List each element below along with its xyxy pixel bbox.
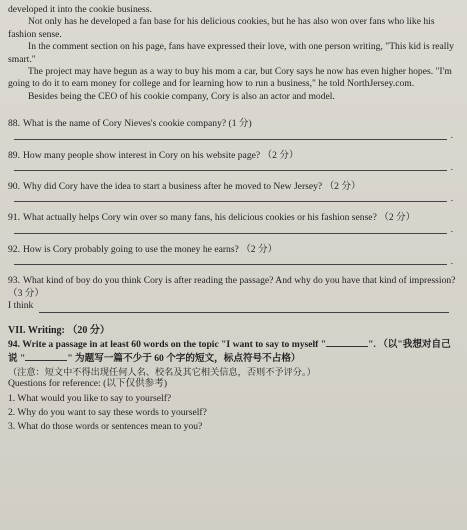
answer-line-92[interactable]: . bbox=[14, 256, 447, 265]
reference-list bbox=[8, 393, 457, 434]
question-89 bbox=[8, 150, 457, 162]
answer-line-89[interactable]: . bbox=[14, 162, 447, 171]
question-text: How is Cory probably going to use the money he earns? （2 分） bbox=[23, 243, 278, 255]
question-number: 93. bbox=[8, 275, 20, 287]
reference-question: 3. What do those words or sentences mean to you? bbox=[8, 421, 203, 433]
question-text: What kind of boy do you think Cory is after reading the passage? And why do you have that kind of impression? （3 分） bbox=[8, 275, 456, 299]
question-93 bbox=[8, 275, 457, 300]
question-88 bbox=[8, 118, 457, 130]
answer-line-91[interactable]: . bbox=[14, 225, 447, 234]
answer-row-93 bbox=[8, 300, 457, 312]
writing-task-part-3: " 为题写一篇不少于 60 个字的短文，标点符号不占格） bbox=[67, 353, 301, 365]
answer-line-93[interactable] bbox=[39, 302, 449, 313]
writing-task-part-1: 94. Write a passage in at least 60 words on the topic "I want to say to myself " bbox=[8, 338, 327, 350]
topic-blank-1[interactable] bbox=[326, 337, 368, 347]
question-number: 91. bbox=[8, 212, 20, 224]
reading-line-0: developed it into the cookie business. bbox=[8, 4, 152, 15]
question-91 bbox=[8, 212, 457, 224]
reading-paragraph-2: In the comment section on his page, fans have expressed their love, with one person writing, "This kid is really smart." bbox=[8, 41, 454, 65]
question-92 bbox=[8, 244, 457, 256]
answer-line-88[interactable]: . bbox=[14, 131, 447, 140]
writing-note: （注意：短文中不得出现任何人名、校名及其它相关信息，否则不予评分。） bbox=[8, 366, 316, 377]
question-text: What actually helps Cory win over so many fans, his delicious cookies or his fashion sense? （2 分） bbox=[23, 212, 416, 224]
question-number: 92. bbox=[8, 243, 20, 255]
question-text: Why did Cory have the idea to start a business after he moved to New Jersey? （2 分） bbox=[23, 181, 361, 193]
question-number: 89. bbox=[8, 149, 20, 161]
reference-question: 2. Why do you want to say these words to yourself? bbox=[8, 406, 207, 418]
question-text: How many people show interest in Cory on his website page? （2 分） bbox=[23, 149, 299, 161]
reading-paragraph-1: Not only has he developed a fan base for his delicious cookies, but he has also won over fans who like his fashion sense. bbox=[8, 16, 435, 40]
think-label: I think bbox=[8, 300, 34, 312]
question-90 bbox=[8, 181, 457, 193]
answer-line-90[interactable]: . bbox=[14, 193, 447, 202]
question-text: What is the name of Cory Nieves's cookie company? (1 分) bbox=[23, 118, 252, 130]
writing-section-title: VII. Writing: （20 分） bbox=[8, 324, 110, 336]
question-number: 90. bbox=[8, 181, 20, 193]
writing-task-part-2: ". （以"我想对自己说 " bbox=[8, 338, 451, 365]
question-number: 88. bbox=[8, 118, 20, 130]
topic-blank-2[interactable] bbox=[25, 351, 67, 361]
reading-paragraph-3: The project may have begun as a way to buy his mom a car, but Cory says he now has even higher hopes. "I'm going to do it to earn money for college and for learning how to run a business," he told NorthJersey.com. bbox=[8, 66, 452, 90]
reference-question: 1. What would you like to say to yourself? bbox=[8, 392, 172, 404]
reading-paragraph-4: Besides being the CEO of his cookie company, Cory is also an actor and model. bbox=[28, 90, 335, 102]
writing-task bbox=[8, 337, 457, 366]
reference-title: Questions for reference: (以下仅供参考) bbox=[8, 378, 168, 390]
